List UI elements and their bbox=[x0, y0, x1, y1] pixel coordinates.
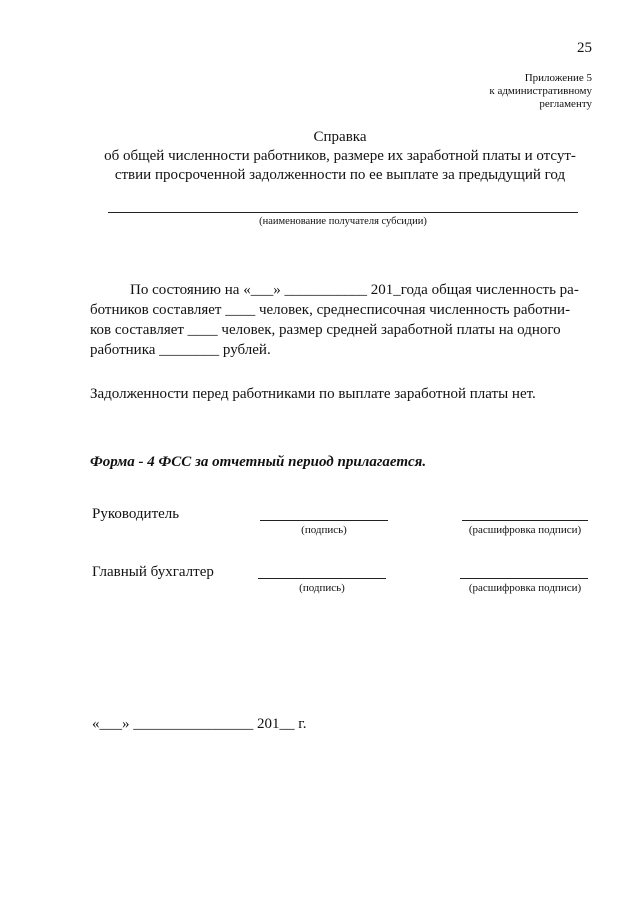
director-signature-caption: (подпись) bbox=[301, 524, 347, 536]
document-title bbox=[70, 128, 610, 185]
paragraph-line-3: ков составляет ____ человек, размер средней заработной платы на одного bbox=[90, 322, 561, 338]
chief-accountant-label: Главный бухгалтер bbox=[92, 564, 214, 580]
title-line-1: Справка bbox=[313, 129, 367, 145]
director-decode-line bbox=[462, 520, 588, 521]
director-signature-line bbox=[260, 520, 388, 521]
date-line: «___» ________________ 201__ г. bbox=[92, 716, 307, 732]
appendix-line-3: регламенту bbox=[539, 98, 592, 110]
appendix-line-1: Приложение 5 bbox=[524, 72, 592, 84]
appendix-reference bbox=[489, 72, 592, 111]
recipient-caption: (наименование получателя субсидии) bbox=[259, 216, 427, 227]
headcount-paragraph bbox=[90, 280, 594, 360]
director-label: Руководитель bbox=[92, 506, 180, 522]
appendix-line-2: к административному bbox=[489, 85, 592, 97]
title-line-2: об общей численности работников, размере их заработной платы и отсут- bbox=[104, 148, 576, 164]
fss-form-note: Форма - 4 ФСС за отчетный период прилагается. bbox=[90, 454, 427, 470]
chief-accountant-signature-line bbox=[258, 578, 386, 579]
paragraph-line-4: работника ________ рублей. bbox=[90, 342, 271, 358]
chief-accountant-decode-line bbox=[460, 578, 588, 579]
chief-accountant-signature-caption: (подпись) bbox=[299, 582, 345, 594]
title-line-3: ствии просроченной задолженности по ее выплате за предыдущий год bbox=[114, 167, 566, 183]
chief-accountant-decode-caption: (расшифровка подписи) bbox=[468, 582, 582, 594]
director-decode-caption: (расшифровка подписи) bbox=[468, 524, 582, 536]
paragraph-line-2: ботников составляет ____ человек, среднесписочная численность работни- bbox=[90, 302, 571, 318]
debt-statement: Задолженности перед работниками по выплате заработной платы нет. bbox=[90, 386, 536, 402]
recipient-name-line bbox=[108, 212, 578, 213]
page-number: 25 bbox=[577, 40, 592, 56]
paragraph-line-1: По состоянию на «___» ___________ 201_года общая численность ра- bbox=[130, 282, 579, 298]
